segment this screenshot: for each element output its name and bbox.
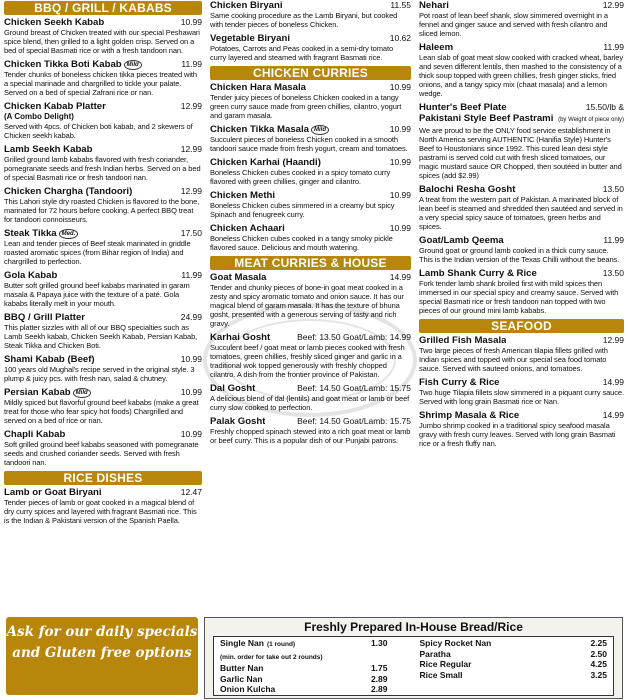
- menu-item-description: Boneless Chicken cubes simmered in a creamy but spicy Spinach and fenugreek curry.: [210, 201, 395, 219]
- menu-item-header: [210, 332, 411, 343]
- menu-item-persian-kabab: [4, 387, 202, 425]
- menu-item-name-text: Chapli Kabab: [4, 429, 66, 440]
- menu-item-balochi-resha-gosht: [419, 184, 624, 231]
- bread-item-price: 2.89: [370, 684, 388, 695]
- menu-item-name-text: Grilled Fish Masala: [419, 335, 507, 346]
- bread-item-price: 3.25: [590, 669, 607, 680]
- menu-item-price: 11.99: [181, 270, 202, 280]
- menu-item-header: [419, 268, 624, 279]
- menu-item-price: 12.99: [602, 335, 624, 345]
- menu-item-price-note: (by Weight of piece only): [558, 117, 624, 123]
- menu-item-lamb-or-goat-biryani: [4, 487, 202, 525]
- menu-item-header: [4, 101, 202, 112]
- menu-item-name-text: Chicken Methi: [210, 190, 276, 201]
- menu-item-header: [210, 223, 411, 234]
- section-banner-seafood: SEAFOOD: [419, 319, 624, 333]
- menu-column-left: [4, 0, 202, 529]
- bread-item: [220, 663, 408, 674]
- menu-item-subtitle: (A Combo Delight): [4, 112, 74, 121]
- menu-item-description: We are proud to be the ONLY food service establishment in North America serving AUTHENTIC (Hanifia Style) Hunter's Beef to Houstonians since 1992. This cured lean desi style pastrami is served cold cut with fresh sliced tomatoes, our magic mustard sauce OR Chopped, then soutéed in butter and spices (add $2.99): [419, 126, 622, 180]
- menu-item-description: Succulent beef / goat meat or lamb pieces cooked with fresh tomatoes, green chillies, freshly sliced ginger and garlic in a traditional wok topped generously with freshly chopped cilantro. A dish from the frontier province of Pakistan.: [210, 343, 405, 379]
- menu-item-description: Jumbo shrimp cooked in a traditional spicy seafood masala gravy with fresh curry leaves. Served with long grain Basmati rice or a fresh fluffy nan.: [419, 421, 616, 448]
- menu-item-fish-curry-rice: [419, 377, 624, 406]
- menu-item-chicken-tikka-masala: [210, 124, 411, 153]
- menu-item-name: [4, 312, 85, 323]
- menu-item-name: [4, 270, 57, 281]
- menu-item-price: 13.50: [602, 184, 624, 194]
- menu-item-goat-lamb-qeema: [419, 235, 624, 264]
- menu-item-name: [4, 144, 93, 155]
- menu-item-description: This Lahori style dry roasted Chicken is flavored to the bone, marinated for 72 hours before cooking. A perfect BBQ treat for tandoori connoisseurs.: [4, 197, 200, 224]
- menu-item-name: [210, 33, 290, 44]
- bread-list-left: [214, 637, 414, 695]
- bread-item-price: 2.25: [590, 638, 607, 648]
- spice-level-badge: Med.: [59, 229, 79, 239]
- menu-item-name: [419, 335, 506, 346]
- menu-item-name: [210, 0, 283, 11]
- menu-item-header: [4, 144, 202, 155]
- menu-item-price: Beef: 14.50 Goat/Lamb: 15.75: [297, 416, 411, 426]
- menu-item-name-text: Palak Gosht: [210, 416, 266, 427]
- bread-rice-box: [204, 617, 623, 699]
- menu-item-name-text: Vegetable Biryani: [210, 33, 290, 44]
- menu-item-description: This platter sizzles with all of our BBQ specialties such as Lamb Seekh kabab, Chicken Seekh Kabab, Persian Kabab, Steak Tikka and Chicken Boti.: [4, 323, 198, 350]
- menu-item-description: Boneless Chicken cubes cooked in a tangy smoky pickle flavored sauce. Delicious and mouth watering.: [210, 234, 393, 252]
- menu-item-chapli-kabab: [4, 429, 202, 467]
- menu-item-price: 10.99: [180, 429, 202, 439]
- bread-rice-list: [213, 636, 614, 696]
- menu-item-header: [210, 33, 411, 44]
- menu-item-price: 12.99: [180, 101, 202, 111]
- menu-item-description: Tender juicy pieces of boneless Chicken cooked in a tangy green curry sauce made from green chillies, cilantro, yogurt and garam masala.: [210, 93, 402, 120]
- menu-item-name-text: Dal Gosht: [210, 383, 256, 394]
- menu-item-description: Grilled ground lamb kababs flavored with fresh coriander, pomegranate seeds and fresh Indian herbs. Served on a bed of special Basmati rice or fresh tandoori nan.: [4, 155, 201, 182]
- menu-item-name: [4, 186, 132, 197]
- menu-item-grilled-fish-masala: [419, 335, 624, 373]
- menu-item-name: [419, 235, 504, 246]
- bread-item: [220, 684, 408, 695]
- bread-item-name-wrap: [220, 684, 275, 695]
- menu-item-chicken-karhai-haandi: [210, 157, 411, 186]
- menu-item-header: [210, 82, 411, 93]
- menu-item-price: 11.99: [603, 42, 624, 52]
- bread-item-name: Single Nan: [220, 638, 264, 648]
- menu-item-description: Same cooking procedure as the Lamb Biryani, but cooked with tender pieces of boneless Chicken.: [210, 11, 398, 29]
- menu-item-price: 13.50: [602, 268, 624, 278]
- menu-item-description: Ground goat or ground lamb cooked in a thick curry sauce. This is the Indian version of the Texas Chilli without the beans.: [419, 246, 620, 264]
- menu-item-name-text: Gola Kabab: [4, 270, 58, 281]
- bread-item: [220, 651, 408, 664]
- menu-item-name: [4, 101, 106, 112]
- bread-item-name-wrap: [220, 674, 263, 685]
- section-banner-chicken-curries: CHICKEN CURRIES: [210, 66, 411, 80]
- menu-item-lamb-seekh-kabab: [4, 144, 202, 182]
- menu-item-chicken-achaari: [210, 223, 411, 252]
- bread-item-note: (1 round): [266, 641, 296, 648]
- menu-item-name: [210, 383, 255, 394]
- menu-item-bbq-grill-platter: [4, 312, 202, 350]
- menu-item-name-text: Karhai Gosht: [210, 332, 271, 343]
- menu-item-name-secondary: Pakistani Style Beef Pastrami: [419, 113, 554, 124]
- menu-item-price: 12.99: [180, 144, 202, 154]
- menu-item-description: Lean slab of goat meat slow cooked with cracked wheat, barley and seven different lentils, then mashed to the consistency of a thick soup topped with green chillies, fresh ginger sticks, fried onions, and a tangy spicy mix (chaat masala) and a lemon wedge.: [419, 53, 624, 98]
- menu-item-price: 10.99: [389, 82, 411, 92]
- bread-list-right: [414, 637, 614, 695]
- menu-item-name: [419, 377, 500, 388]
- menu-item-description: Mildly spiced but flavorful ground beef kababs (make a great treat for those who fear spicy hot foods) Chargrilled and served on a bed of rice or nan.: [4, 398, 199, 425]
- menu-item-name: [210, 416, 265, 427]
- menu-item-name-text: Chicken Chargha (Tandoori): [4, 186, 133, 197]
- menu-item-price: 10.99: [180, 17, 202, 27]
- menu-item-name: [4, 387, 91, 398]
- menu-item-description: Ground breast of Chicken treated with our special Peshawari spice blend, then grilled to a light golden crisp. Served on a bed of special Basmati rice or with a fresh tandoori nan.: [4, 28, 200, 55]
- menu-item-dal-gosht: [210, 383, 411, 412]
- menu-item-price: Beef: 14.50 Goat/Lamb: 15.75: [297, 383, 411, 393]
- menu-item-name-text: Shrimp Masala & Rice: [419, 410, 520, 421]
- menu-item-header: [4, 487, 202, 498]
- bread-item-name-wrap: [220, 651, 323, 664]
- menu-item-header: [419, 335, 624, 346]
- menu-item-name: [210, 82, 306, 93]
- menu-item-header: [419, 184, 624, 195]
- menu-item-description: Fork tender lamb shank broiled first with mild spices then immersed in our special spicy and creamy sauce. Served with special Basmati rice or fresh tandoori nan topped with two pieces of our ground mini lamb kababs.: [419, 279, 619, 315]
- menu-item-name: [210, 272, 267, 283]
- menu-item-price: 10.99: [180, 387, 202, 397]
- menu-item-name-text: Chicken Achaari: [210, 223, 285, 234]
- menu-item-header: [4, 354, 202, 365]
- menu-item-header: [4, 387, 202, 398]
- section-banner-meat-curries-house-specials: MEAT CURRIES & HOUSE SPECIALS: [210, 256, 411, 270]
- menu-item-name-text: Fish Curry & Rice: [419, 377, 500, 388]
- menu-item-price: 10.99: [389, 223, 411, 233]
- menu-item-price: 24.99: [180, 312, 202, 322]
- bread-item-price: 1.75: [370, 663, 388, 674]
- menu-column-right: [419, 0, 624, 452]
- menu-item-chicken-hara-masala: [210, 82, 411, 120]
- menu-item-header: [419, 377, 624, 388]
- bread-item-price: 4.25: [590, 659, 607, 670]
- menu-item-name-text: Hunter's Beef Plate: [419, 102, 507, 113]
- bread-item-name: (min. order for take out 2 rounds): [220, 653, 323, 661]
- menu-item-name-text: Haleem: [419, 42, 454, 53]
- menu-item-price: 11.55: [390, 0, 411, 10]
- menu-item-header: [4, 429, 202, 440]
- menu-item-price: 10.99: [180, 354, 202, 364]
- menu-item-haleem: [419, 42, 624, 98]
- menu-item-header: [4, 186, 202, 197]
- menu-item-name: [210, 124, 329, 135]
- menu-item-shrimp-masala-rice: [419, 410, 624, 448]
- menu-item-name-text: Chicken Seekh Kabab: [4, 17, 105, 28]
- menu-item-name-text: Persian Kabab: [4, 387, 71, 398]
- menu-item-name: [419, 102, 507, 113]
- menu-item-name-text: Lamb or Goat Biryani: [4, 487, 102, 498]
- menu-item-chicken-biryani: [210, 0, 411, 29]
- menu-item-price: 11.99: [181, 59, 202, 69]
- menu-item-name: [419, 268, 537, 279]
- menu-item-name-text: BBQ / Grill Platter: [4, 312, 86, 323]
- menu-item-karhai-gosht: [210, 332, 411, 379]
- menu-item-header: [210, 383, 411, 394]
- bread-item: [420, 670, 608, 681]
- spice-level-badge: Mild: [73, 388, 91, 398]
- menu-item-description: Soft grilled ground beef kababs seasoned with pomegranate seeds and crushed coriander seeds. Served with fresh tandoori nan.: [4, 440, 199, 467]
- bread-item-name: Butter Nan: [220, 663, 264, 674]
- menu-item-price: Beef: 13.50 Goat/Lamb: 14.99: [297, 332, 411, 342]
- menu-item-hunter-s-beef-plate: [419, 102, 624, 180]
- menu-item-name: [4, 17, 104, 28]
- menu-item-price: 15.50/lb &: [585, 102, 624, 112]
- menu-item-header-secondary: [419, 113, 624, 126]
- menu-item-header: [210, 190, 411, 201]
- menu-item-price: 14.99: [389, 272, 411, 282]
- menu-item-chicken-tikka-boti-kabab: [4, 59, 202, 97]
- menu-item-description: Pot roast of lean beef shank, slow simmered overnight in a fennel and ginger sauce and served with fresh cilantro and sliced lemon.: [419, 11, 608, 38]
- bread-item-price: 2.89: [370, 673, 388, 684]
- section-banner-bbq-grill-kababs: BBQ / GRILL / KABABS: [4, 1, 202, 15]
- menu-item-name-text: Chicken Tikka Masala: [210, 124, 310, 135]
- menu-item-price: 10.99: [389, 157, 411, 167]
- section-banner-rice-dishes: RICE DISHES: [4, 471, 202, 485]
- bread-item-price: 1.30: [370, 638, 388, 648]
- menu-item-description: Freshly chopped spinach stewed into a rich goat meat or lamb or beef curry. This is a popular dish of our Punjabi patrons.: [210, 427, 411, 445]
- menu-item-header: [4, 228, 202, 239]
- menu-item-name: [419, 42, 453, 53]
- menu-item-name-text: Goat Masala: [210, 272, 267, 283]
- menu-item-name-text: Chicken Hara Masala: [210, 82, 306, 93]
- menu-item-name: [419, 184, 516, 195]
- menu-item-price: 10.62: [389, 33, 411, 43]
- menu-item-chicken-seekh-kabab: [4, 17, 202, 55]
- bread-item-name: Paratha: [419, 648, 451, 659]
- bread-item-name-wrap: [220, 638, 295, 651]
- menu-item-header: [210, 157, 411, 168]
- menu-item-description: 100 years old Mughal's recipe served in the original style. 3 plump & juicy pcs. with fresh nan, salad & chutney.: [4, 365, 195, 383]
- menu-item-header: [4, 17, 202, 28]
- bread-item: [220, 638, 408, 651]
- menu-item-shami-kabab-beef: [4, 354, 202, 383]
- bread-item-name-wrap: [220, 663, 263, 674]
- spice-level-badge: Mild: [124, 60, 142, 70]
- bread-item-name: Onion Kulcha: [220, 684, 276, 695]
- menu-item-name: [210, 157, 321, 168]
- bread-item-name: Rice Small: [419, 669, 463, 680]
- bread-item-price: 2.50: [590, 648, 607, 659]
- menu-item-steak-tikka: [4, 228, 202, 266]
- menu-item-price: 17.50: [180, 228, 202, 238]
- daily-specials-banner: [6, 617, 198, 695]
- menu-item-name-text: Chicken Karhai (Haandi): [210, 157, 321, 168]
- menu-item-chicken-chargha-tandoori: [4, 186, 202, 224]
- menu-item-name: [210, 223, 285, 234]
- menu-item-name-text: Steak Tikka: [4, 228, 57, 239]
- menu-item-name: [210, 190, 275, 201]
- menu-item-price: 10.99: [389, 190, 411, 200]
- menu-item-name-text: Chicken Kabab Platter: [4, 101, 106, 112]
- menu-item-name-text: Balochi Resha Gosht: [419, 184, 516, 195]
- menu-item-description: Tender pieces of lamb or goat cooked in a magical blend of dry curry spices and layered with fragrant Basmati rice. This is the Indian & Pakistani version of the Spanish Paella.: [4, 498, 197, 525]
- bread-item: [420, 649, 608, 660]
- menu-item-description: Tender chunks of boneless chicken tikka pieces treated with a special marinade and chargrilled to tickle your palate. Served on a bed of special Zafrani rice or nan.: [4, 70, 197, 97]
- bread-item-name: Rice Regular: [419, 659, 472, 670]
- menu-item-price: 10.99: [389, 124, 411, 134]
- menu-item-description: Two huge Tilapia fillets slow simmered in a piquant curry sauce. Served with long grain Basmati rice or Nan.: [419, 388, 624, 406]
- menu-item-header: [4, 312, 202, 323]
- menu-item-name-text: Shami Kabab (Beef): [4, 354, 95, 365]
- bread-item: [420, 659, 608, 670]
- menu-item-name-text: Goat/Lamb Qeema: [419, 235, 504, 246]
- menu-item-price: 11.99: [603, 235, 624, 245]
- menu-item-header: [419, 235, 624, 246]
- menu-item-header: [419, 42, 624, 53]
- menu-item-price: 14.99: [602, 377, 624, 387]
- menu-item-price: 12.47: [180, 487, 202, 497]
- bread-item: [420, 638, 608, 649]
- menu-item-price: 12.99: [602, 0, 624, 10]
- bread-item-name: Spicy Rocket Nan: [419, 638, 492, 648]
- menu-item-name-text: Chicken Biryani: [210, 0, 283, 11]
- menu-item-chicken-methi: [210, 190, 411, 219]
- menu-item-header: [419, 410, 624, 421]
- menu-item-price: 12.99: [180, 186, 202, 196]
- menu-item-name: [4, 59, 142, 70]
- menu-item-header: [210, 416, 411, 427]
- bread-item: [220, 674, 408, 685]
- menu-item-name: [4, 487, 102, 498]
- menu-item-name-text: Lamb Seekh Kabab: [4, 144, 93, 155]
- menu-item-description: Two large pieces of fresh American tilapia fillets grilled with Indian spices and topped with our special sea food tomato sauce. Served with sauteed onions, and tomatoes.: [419, 346, 608, 373]
- menu-item-name: [4, 429, 65, 440]
- menu-item-description: A treat from the western part of Pakistan. A marinated block of lean beef is steamed and shredded then sautéed and served in a very special spicy sauce of tomatoes, green herbs and spices.: [419, 195, 623, 231]
- menu-item-palak-gosht: [210, 416, 411, 445]
- menu-item-header: [419, 102, 624, 113]
- menu-item-name-text: Chicken Tikka Boti Kabab: [4, 59, 122, 70]
- menu-item-name: [4, 228, 78, 239]
- menu-column-middle: [210, 0, 411, 449]
- menu-item-description: Lean and tender pieces of Beef steak marinated in griddle roasted aromatic spices (from Bihar region of India) and chargrilled to perfection.: [4, 239, 191, 266]
- menu-item-description: Tender and chunky pieces of bone-in goat meat cooked in a zesty and spicy aromatic tomato and onion sauce. It has our magical blend of garam masala. It has the texture of bhuna gosht, presented with a generous serving of tasty and rich gravy.: [210, 283, 404, 328]
- menu-item-header: [419, 0, 624, 11]
- menu-item-price: 14.99: [602, 410, 624, 420]
- menu-item-name: [419, 410, 519, 421]
- menu-item-name-text: Nehari: [419, 0, 449, 11]
- menu-item-lamb-shank-curry-rice: [419, 268, 624, 315]
- menu-item-name: [419, 0, 449, 11]
- menu-item-chicken-kabab-platter: [4, 101, 202, 140]
- daily-specials-text: Ask for our daily specials and Gluten free options: [6, 624, 198, 661]
- menu-item-gola-kabab: [4, 270, 202, 308]
- menu-item-name: [4, 354, 95, 365]
- menu-item-header: [4, 270, 202, 281]
- menu-item-header: [210, 0, 411, 11]
- menu-item-description: Served with 4pcs. of Chicken boti kabab, and 2 skewers of Chicken seekh kabab.: [4, 122, 193, 140]
- menu-item-description: Boneless Chicken cubes cooked in a spicy tomato curry flavored with green chillies, ginger and cilantro.: [210, 168, 391, 186]
- menu-item-name-text: Lamb Shank Curry & Rice: [419, 268, 537, 279]
- menu-item-header: [4, 59, 202, 70]
- menu-item-name: [210, 332, 270, 343]
- menu-item-description: Potatoes, Carrots and Peas cooked in a semi-dry tomato curry layered and steamed with fragrant Basmati rice.: [210, 44, 394, 62]
- menu-item-nehari: [419, 0, 624, 38]
- menu-item-header: [210, 124, 411, 135]
- spice-level-badge: Mild: [311, 125, 329, 135]
- bread-rice-title: Freshly Prepared In-House Bread/Rice: [304, 620, 523, 634]
- menu-item-description: A delicious blend of dal (lentils) and goat meat or lamb or beef curry slow cooked to perfection.: [210, 394, 410, 412]
- menu-item-description: Succulent pieces of boneless Chicken cooked in a smooth tandoori sauce made from fresh yogurt, cream and tomatoes.: [210, 135, 408, 153]
- menu-item-description: Butter soft grilled ground beef kababs marinated in garam masala & Papaya juice with the texture of a paté. Gola kababs literally melt in your mouth.: [4, 281, 190, 308]
- bread-item-name: Garlic Nan: [220, 673, 263, 684]
- menu-item-vegetable-biryani: [210, 33, 411, 62]
